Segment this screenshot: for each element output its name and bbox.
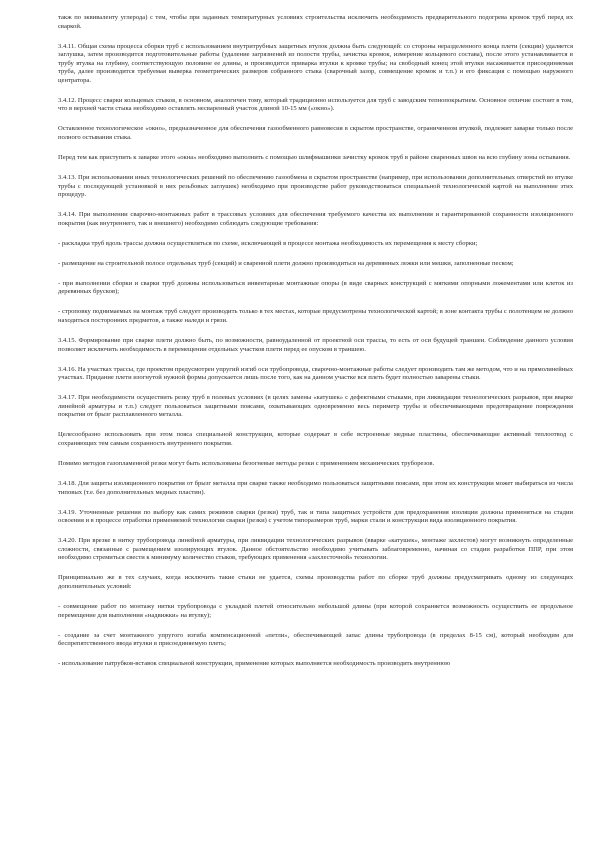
paragraph-3-4-14: 3.4.14. При выполнении сварочно-монтажных работ в трассовых условиях для обеспечения требуемого качества их выполнения и гарантированной сохранности изоляционного покрытия (как внутреннего, так и внешнего) необходимо соблюдать следующие требования:: [58, 211, 573, 227]
paragraph-special-belts: Целесообразно использовать при этом пояса специальной конструкции, которые содержат в себе встроенные медные пластины, обеспечивающие активный теплоотвод с сохраняющих тем самым сохранность внутреннего покрытия.: [58, 431, 573, 447]
paragraph-3-4-11: 3.4.11. Общая схема процесса сборки труб с использованием внутритрубных защитных втулок должна быть следующей: со стороны неразделенного конца плети (секции) удаляется заглушка, затем производится подготовительные работы (удаление загрязнений из полости трубы, зачистка кромок, измерение кольцевого состава), после этого устанавливается в трубу втулка на глубину, соответствующую половине ее длины, и производится приварка втулки к кромке трубы; на свободный конец этой втулки насаживается присоединяемая труба, далее производится требуемая выверка геометрических размеров собранного стыка (сварочный зазор, совмещение кромок и т.п.) и его фиксация с помощью наружного центратора.: [58, 42, 573, 84]
paragraph-window-note: Оставленное технологическое «окно», предназначенное для обеспечения газообменного равновесия в скрытом пространстве, ограниченном втулкой, подлежит заварке только после полного остывания стыка.: [58, 125, 573, 141]
list-item-compensation-loop: - создание за счет монтажного упругого изгиба компенсационной «петли», обеспечивающей запас длины трубопровода (в пределах 8-15 см), который необходим для беспрепятственного ввода втулки в присоединяемую плеть;: [58, 631, 573, 648]
paragraph-3-4-20: 3.4.20. При врезке в нитку трубопровода линейной арматуры, при ликвидации технологических разрывов (вварке «катушек», монтаже захлестов) могут возникнуть определенные сложности, связанные с размещением изолирующих втулок. Данное обстоятельство необходимо учитывать заблаговременно, начиная со стадии разработки ППР, при этом необходимо стремиться свести к минимуму количество стыков, требующих применения «захлесточной» технологии.: [58, 537, 573, 562]
paragraph-principle: Принципиально же в тех случаях, когда исключить такие стыки не удается, схемы производства работ по сборке труб должны предусматривать одному из следующих дополнительных условий:: [58, 574, 573, 590]
list-item-pipe-placement: - размещение на строительной полосе отдельных труб (секций) и сваренной плети должно производиться на деревянных лежки или мешки, заполненные песком;: [58, 259, 514, 267]
paragraph-3-4-12: 3.4.12. Процесс сварки кольцевых стыков, в основном, аналогичен тому, который традиционно используется для труб с заводским тепнопокрытием. Основное отличие состоит в том, что в верхней части стыка необходимо оставлять несваренный участок длиной 10-15 мм («окно»).: [58, 96, 573, 113]
list-item-mounting-supports: - при выполнении сборки и сварки труб должны использоваться инвентарные монтажные опоры (в виде сварных конструкций с мягкими опорными ложементами или клеток из деревянных брусков);: [58, 279, 573, 296]
list-item-special-inserts: - использование патрубков-вставок специальной конструкции, применение которых выполняется необходимость производить внутреннюю: [58, 660, 451, 668]
paragraph-3-4-17: 3.4.17. При необходимости осуществить резку труб в полевых условиях (в целях замены «катушек» с дефектными стыками, при ликвидации технологических разрывов, при вварке линейной арматуры и т.п.) следует пользоваться защитными поясами, охватывающих одновременно весь периметр трубы и обеспечивающими предотвращение повреждения покрытия от брызг расплавленного металла.: [58, 394, 573, 419]
paragraph-3-4-13: 3.4.13. При использовании иных технологических решений по обеспечению газообмена в скрытом пространстве (например, при использовании дополнительных отверстий во втулке трубы с последующей установкой в них резьбовых заглушек) необходимо при производстве работ руководствоваться специальной технологической картой на выполнение этих процедур.: [58, 174, 573, 199]
list-item-short-strings: - совмещение работ по монтажу нитки трубопровода с укладкой плетей относительно небольшой длины (при которой сохраняется возможность осуществить ее продольное перемещение для выполнения «надвижки» на втулку);: [58, 602, 573, 619]
paragraph-3-4-15: 3.4.15. Формирование при сварке плети должно быть, по возможности, равноудаленной от проектной оси трассы, то есть от оси будущей траншеи. Соблюдение данного условия позволяет исключить необходимость в перемещении отдельных участков плети перед ее опуском в траншею.: [58, 337, 573, 353]
paragraph-3-4-18: 3.4.18. Для защиты изоляционного покрытия от брызг металла при сварке также необходимо пользоваться защитными поясами, при этом их конструкции может выбираться из числа типовых (т.е. без дополнительных медных пластин).: [58, 480, 573, 496]
paragraph-intro-continuation: такж по эквиваленту углерода) с тем, чтобы при заданных температурных условиях строительства исключить необходимость предварительного подогрева кромок труб перед их сваркой.: [58, 14, 573, 30]
list-item-pipe-layout: - раскладка труб вдоль трассы должна осуществляться по схеме, исключающей в процессе монтажа необходимость их перемещения к месту сборки;: [58, 239, 478, 247]
paragraph-3-4-16: 3.4.16. На участках трассы, где проектом предусмотрен упругий изгиб оси трубопровода, сварочно-монтажные работы следует производить там же методом, что и на прямолинейных участках. Придание плети изогнутой нужной формы допускается лишь после того, как на данном участке вся плеть будет полностью заварены стыки.: [58, 365, 573, 382]
paragraph-cold-cutting: Помимо методов газопламенной резки могут быть использованы безогневые методы резки с применением механических труборезов.: [58, 460, 435, 467]
paragraph-3-4-19: 3.4.19. Уточненные решения по выбору как самих режимов сварки (резки) труб, так и типа защитных устройств для предохранения изоляции должны применяться на стадии освоения и в процессе отработки применяемой технологии сварки (резки) с учетом типоразмеров труб, марки стали и конструкции вида изоляционного покрытия.: [58, 508, 573, 525]
list-item-slinging: - строповку поднимаемых на монтаж труб следует производить только в тех местах, которые предусмотрены технологической картой; в зоне контакта трубы с полотенцем не должно находиться посторонних предметов, а также наледи и грязи.: [58, 308, 573, 325]
paragraph-window-cleaning: Перед тем как приступить к заварке этого «окна» необходимо выполнить с помощью шлифмашинки зачистку кромок труб в районе сваренных швов на всю глубину зоны остывания.: [58, 154, 571, 162]
